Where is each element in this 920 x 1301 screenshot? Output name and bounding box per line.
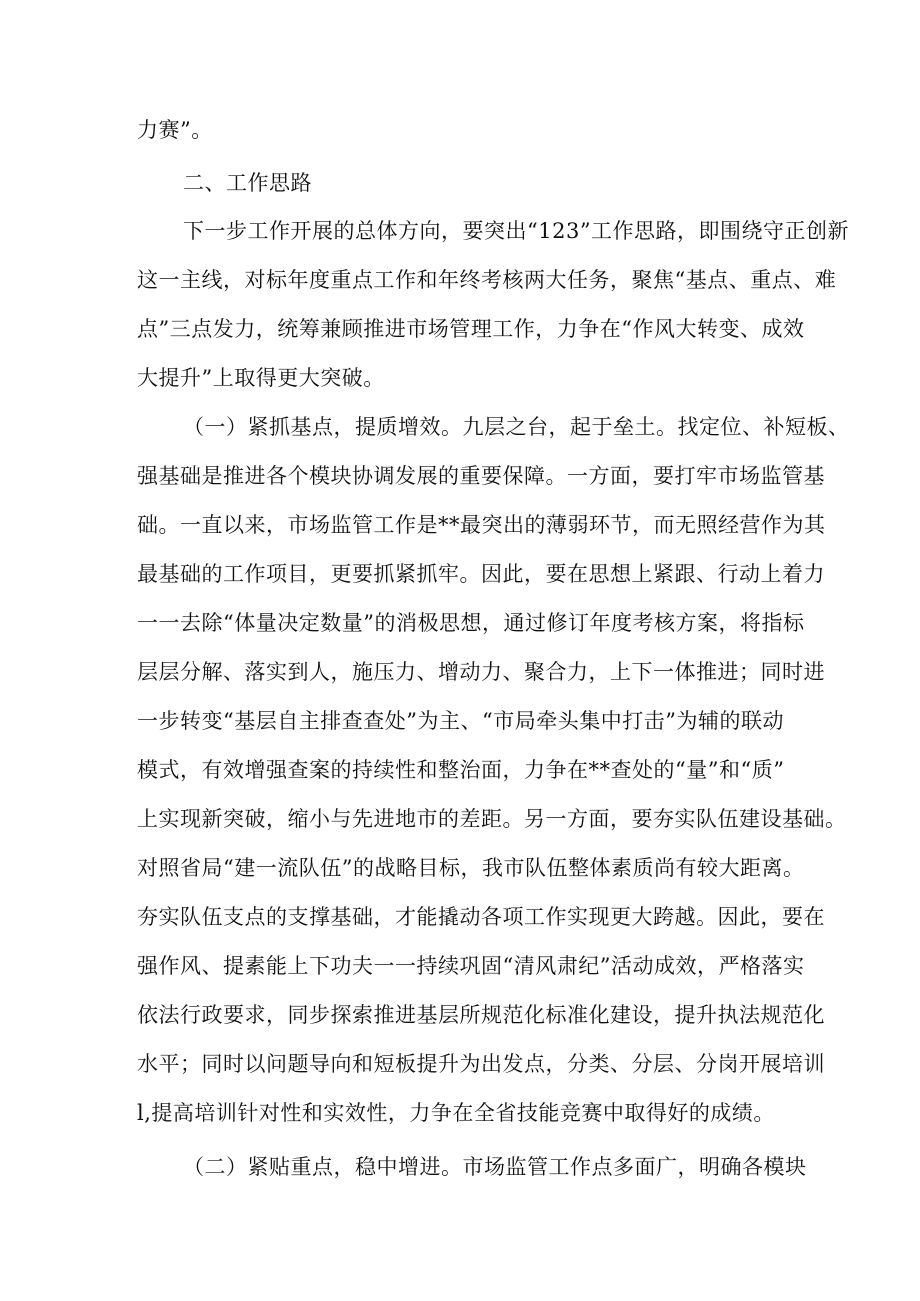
paragraph-line: 层层分解、落实到人，施压力、增动力、聚合力，上下一体推进；同时进 <box>137 660 825 684</box>
paragraph-line: 一步转变“基层自主排查查处”为主、“市局牵头集中打击”为辅的联动 <box>137 709 784 733</box>
paragraph-line: 力赛”。 <box>137 118 213 142</box>
paragraph-line: 夯实队伍支点的支撑基础，才能撬动各项工作实现更大跨越。因此，要在 <box>137 905 825 929</box>
paragraph-line: 模式，有效增强查案的持续性和整治面，力争在**查处的“量”和“质” <box>137 758 785 782</box>
paragraph-line: 一一去除“体量决定数量”的消极思想，通过修订年度考核方案，将指标 <box>137 611 805 635</box>
paragraph-line: 强基础是推进各个模块协调发展的重要保障。一方面，要打牢市场监管基 <box>137 464 825 488</box>
paragraph-line: 水平；同时以问题导向和短板提升为出发点，分类、分层、分岗开展培训 <box>137 1052 825 1076</box>
paragraph-line: 最基础的工作项目，更要抓紧抓牢。因此，要在思想上紧跟、行动上着力 <box>137 562 825 586</box>
paragraph-line: 依法行政要求，同步探索推进基层所规范化标准化建设，提升执法规范化 <box>137 1003 825 1027</box>
paragraph-line: 础。一直以来，市场监管工作是**最突出的薄弱环节，而无照经营作为其 <box>137 513 826 537</box>
paragraph-line: 大提升”上取得更大突破。 <box>137 366 385 390</box>
paragraph-line: l,提高培训针对性和实效性，力争在全省技能竞赛中取得好的成绩。 <box>137 1101 775 1125</box>
paragraph-line: 这一主线，对标年度重点工作和年终考核两大任务，聚焦“基点、重点、难 <box>137 268 837 292</box>
paragraph-line: 点”三点发力，统筹兼顾推进市场管理工作，力争在“作风大转变、成效 <box>137 317 805 341</box>
subsection-heading: （二）紧贴重点，稳中增进。市场监管工作点多面广，明确各模块 <box>183 1155 807 1179</box>
paragraph-line: 下一步工作开展的总体方向，要突出“123”工作思路，即围绕守正创新 <box>183 219 850 243</box>
paragraph-line: 强作风、提素能上下功夫一一持续巩固“清风肃纪”活动成效，严格落实 <box>137 954 805 978</box>
subsection-heading: （一）紧抓基点，提质增效。九层之台，起于垒土。找定位、补短板、 <box>183 415 850 439</box>
paragraph-line: 对照省局“建一流队伍”的战略目标，我市队伍整体素质尚有较大距离。 <box>137 856 805 880</box>
paragraph-line: 上实现新突破，缩小与先进地市的差距。另一方面，要夯实队伍建设基础。 <box>137 807 847 831</box>
section-heading: 二、工作思路 <box>183 171 312 195</box>
